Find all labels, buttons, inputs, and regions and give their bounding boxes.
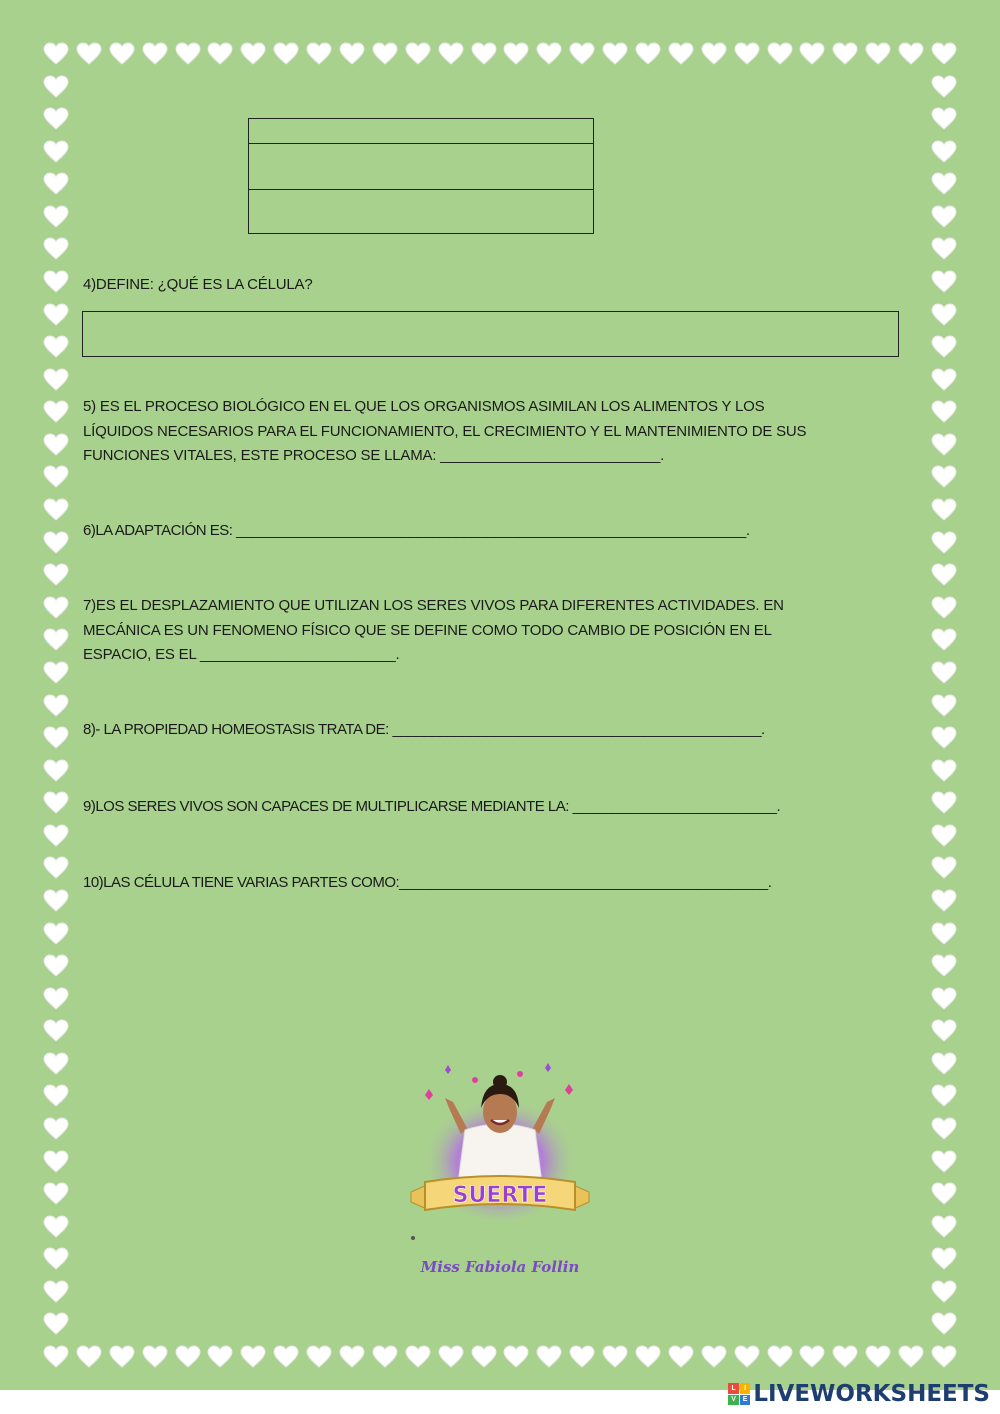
heart-icon xyxy=(536,42,562,66)
question-7-line: MECÁNICA ES UN FENOMENO FÍSICO QUE SE DEFINE COMO TODO CAMBIO DE POSICIÓN EN EL xyxy=(83,621,772,639)
heart-icon xyxy=(43,1117,69,1141)
heart-icon xyxy=(931,987,957,1011)
heart-icon xyxy=(799,42,825,66)
heart-icon xyxy=(635,42,661,66)
answer-field-4[interactable] xyxy=(82,311,899,357)
question-7 xyxy=(83,594,883,668)
heart-icon xyxy=(931,531,957,555)
heart-icon xyxy=(207,42,233,66)
question-5-line: 5) ES EL PROCESO BIOLÓGICO EN EL QUE LOS ORGANISMOS ASIMILAN LOS ALIMENTOS Y LOS xyxy=(83,398,765,415)
heart-icon xyxy=(471,1345,497,1369)
heart-icon xyxy=(273,1345,299,1369)
heart-icon xyxy=(142,42,168,66)
heart-icon xyxy=(931,596,957,620)
heart-icon xyxy=(569,42,595,66)
heart-icon xyxy=(931,1084,957,1108)
heart-icon xyxy=(43,498,69,522)
heart-icon xyxy=(43,400,69,424)
heart-icon xyxy=(503,1345,529,1369)
heart-icon xyxy=(43,889,69,913)
heart-icon xyxy=(503,42,529,66)
heart-icon xyxy=(43,237,69,261)
heart-icon xyxy=(43,1345,69,1369)
heart-icon xyxy=(865,1345,891,1369)
heart-icon xyxy=(931,205,957,229)
heart-icon xyxy=(207,1345,233,1369)
heart-icon xyxy=(372,1345,398,1369)
heart-icon xyxy=(43,335,69,359)
heart-icon xyxy=(734,42,760,66)
heart-icon xyxy=(43,1280,69,1304)
heart-icon xyxy=(240,42,266,66)
table-row[interactable] xyxy=(249,143,593,144)
heart-icon xyxy=(43,303,69,327)
good-luck-badge xyxy=(405,1060,595,1240)
live-icon-letter: I xyxy=(740,1383,751,1394)
question-9[interactable]: 9)LOS SERES VIVOS SON CAPACES DE MULTIPLICARSE MEDIANTE LA: __________________________. xyxy=(83,798,781,815)
heart-icon xyxy=(43,465,69,489)
heart-icon xyxy=(931,563,957,587)
heart-icon xyxy=(931,237,957,261)
heart-icon xyxy=(142,1345,168,1369)
heart-icon xyxy=(471,42,497,66)
heart-icon xyxy=(931,1117,957,1141)
question-7-line: 7)ES EL DESPLAZAMIENTO QUE UTILIZAN LOS SERES VIVOS PARA DIFERENTES ACTIVIDADES. EN xyxy=(83,597,784,614)
heart-icon xyxy=(767,42,793,66)
heart-icon xyxy=(931,107,957,131)
heart-icon xyxy=(931,628,957,652)
liveworksheets-logo[interactable] xyxy=(728,1378,990,1410)
live-icon xyxy=(728,1383,750,1405)
heart-icon xyxy=(931,498,957,522)
heart-icon xyxy=(43,1019,69,1043)
heart-icon xyxy=(43,1052,69,1076)
heart-icon xyxy=(438,42,464,66)
heart-icon xyxy=(931,954,957,978)
hair-bun xyxy=(493,1075,507,1089)
heart-icon xyxy=(931,759,957,783)
sparkle-icon xyxy=(445,1065,451,1074)
heart-icon xyxy=(931,889,957,913)
heart-icon xyxy=(931,368,957,392)
heart-icon xyxy=(931,1312,957,1336)
heart-icon xyxy=(43,172,69,196)
question-5-line: LÍQUIDOS NECESARIOS PARA EL FUNCIONAMIENTO, EL CRECIMIENTO Y EL MANTENIMIENTO DE SUS xyxy=(83,422,807,440)
heart-icon xyxy=(273,42,299,66)
answer-table xyxy=(248,118,594,234)
heart-icon xyxy=(865,42,891,66)
heart-icon xyxy=(898,1345,924,1369)
heart-icon xyxy=(931,726,957,750)
heart-icon xyxy=(832,1345,858,1369)
heart-icon xyxy=(767,1345,793,1369)
question-6[interactable]: 6)LA ADAPTACIÓN ES: _________________________________________________________________. xyxy=(83,522,750,539)
heart-icon xyxy=(43,42,69,66)
teacher-signature: Miss Fabiola Follin xyxy=(420,1258,580,1276)
heart-icon xyxy=(438,1345,464,1369)
heart-icon xyxy=(175,1345,201,1369)
smile-shape xyxy=(491,1120,509,1124)
live-icon-letter: E xyxy=(740,1395,751,1406)
heart-icon xyxy=(43,922,69,946)
heart-icon xyxy=(931,694,957,718)
heart-icon xyxy=(43,75,69,99)
question-4: 4)DEFINE: ¿QUÉ ES LA CÉLULA? xyxy=(83,276,313,293)
heart-icon xyxy=(43,1247,69,1271)
heart-icon xyxy=(43,824,69,848)
heart-icon xyxy=(43,1182,69,1206)
heart-icon xyxy=(43,596,69,620)
heart-icon xyxy=(175,42,201,66)
heart-icon xyxy=(832,42,858,66)
heart-icon xyxy=(931,433,957,457)
heart-icon xyxy=(931,75,957,99)
heart-icon xyxy=(931,824,957,848)
heart-icon xyxy=(306,42,332,66)
heart-icon xyxy=(43,563,69,587)
heart-icon xyxy=(931,1345,957,1369)
heart-icon xyxy=(931,922,957,946)
heart-icon xyxy=(43,726,69,750)
heart-icon xyxy=(306,1345,332,1369)
heart-icon xyxy=(898,42,924,66)
heart-icon xyxy=(536,1345,562,1369)
heart-icon xyxy=(931,42,957,66)
heart-icon xyxy=(43,531,69,555)
heart-icon xyxy=(931,172,957,196)
heart-icon xyxy=(602,42,628,66)
heart-icon xyxy=(405,1345,431,1369)
heart-icon xyxy=(43,140,69,164)
heart-icon xyxy=(43,759,69,783)
heart-icon xyxy=(799,1345,825,1369)
heart-icon xyxy=(372,42,398,66)
heart-icon xyxy=(931,335,957,359)
heart-icon xyxy=(602,1345,628,1369)
sparkle-icon xyxy=(472,1077,478,1083)
table-row[interactable] xyxy=(249,189,593,190)
heart-icon xyxy=(76,1345,102,1369)
question-8[interactable]: 8)- LA PROPIEDAD HOMEOSTASIS TRATA DE: _______________________________________________. xyxy=(83,721,765,738)
heart-icon xyxy=(931,1019,957,1043)
sparkle-icon xyxy=(517,1071,523,1077)
heart-icon xyxy=(43,1084,69,1108)
heart-icon xyxy=(931,1280,957,1304)
heart-icon xyxy=(43,270,69,294)
heart-icon xyxy=(931,270,957,294)
heart-icon xyxy=(734,1345,760,1369)
question-5 xyxy=(83,395,883,469)
heart-icon xyxy=(109,1345,135,1369)
heart-icon xyxy=(931,791,957,815)
heart-icon xyxy=(76,42,102,66)
dot-mark xyxy=(411,1236,415,1240)
heart-icon xyxy=(43,1215,69,1239)
heart-icon xyxy=(931,1150,957,1174)
heart-icon xyxy=(339,42,365,66)
heart-icon xyxy=(931,1052,957,1076)
sparkle-icon xyxy=(545,1063,551,1072)
heart-icon xyxy=(43,433,69,457)
heart-icon xyxy=(701,1345,727,1369)
heart-icon xyxy=(569,1345,595,1369)
question-10[interactable]: 10)LAS CÉLULA TIENE VARIAS PARTES COMO:_______________________________________________. xyxy=(83,874,772,891)
heart-icon xyxy=(635,1345,661,1369)
sparkle-icon xyxy=(425,1089,433,1100)
heart-icon xyxy=(43,661,69,685)
heart-icon xyxy=(931,661,957,685)
heart-icon xyxy=(668,42,694,66)
question-7-line[interactable]: ESPACIO, ES EL ________________________. xyxy=(83,646,400,663)
heart-icon xyxy=(668,1345,694,1369)
heart-icon xyxy=(43,856,69,880)
heart-icon xyxy=(109,42,135,66)
heart-icon xyxy=(43,791,69,815)
heart-icon xyxy=(931,400,957,424)
question-5-line[interactable]: FUNCIONES VITALES, ESTE PROCESO SE LLAMA: ___________________________. xyxy=(83,447,665,464)
heart-icon xyxy=(43,954,69,978)
heart-icon xyxy=(701,42,727,66)
heart-icon xyxy=(43,628,69,652)
banner-text: SUERTE xyxy=(452,1183,548,1208)
heart-icon xyxy=(931,856,957,880)
sparkle-icon xyxy=(565,1084,573,1095)
heart-icon xyxy=(931,1215,957,1239)
heart-icon xyxy=(43,1150,69,1174)
heart-icon xyxy=(43,987,69,1011)
live-icon-letter: V xyxy=(728,1395,739,1406)
heart-icon xyxy=(931,1182,957,1206)
heart-icon xyxy=(43,694,69,718)
brand-name: LIVEWORKSHEETS xyxy=(753,1381,990,1407)
heart-icon xyxy=(931,465,957,489)
heart-icon xyxy=(339,1345,365,1369)
heart-icon xyxy=(43,368,69,392)
heart-icon xyxy=(43,205,69,229)
heart-icon xyxy=(405,42,431,66)
heart-icon xyxy=(43,1312,69,1336)
heart-icon xyxy=(240,1345,266,1369)
heart-icon xyxy=(931,1247,957,1271)
live-icon-letter: L xyxy=(728,1383,739,1394)
heart-icon xyxy=(43,107,69,131)
heart-icon xyxy=(931,140,957,164)
heart-icon xyxy=(931,303,957,327)
